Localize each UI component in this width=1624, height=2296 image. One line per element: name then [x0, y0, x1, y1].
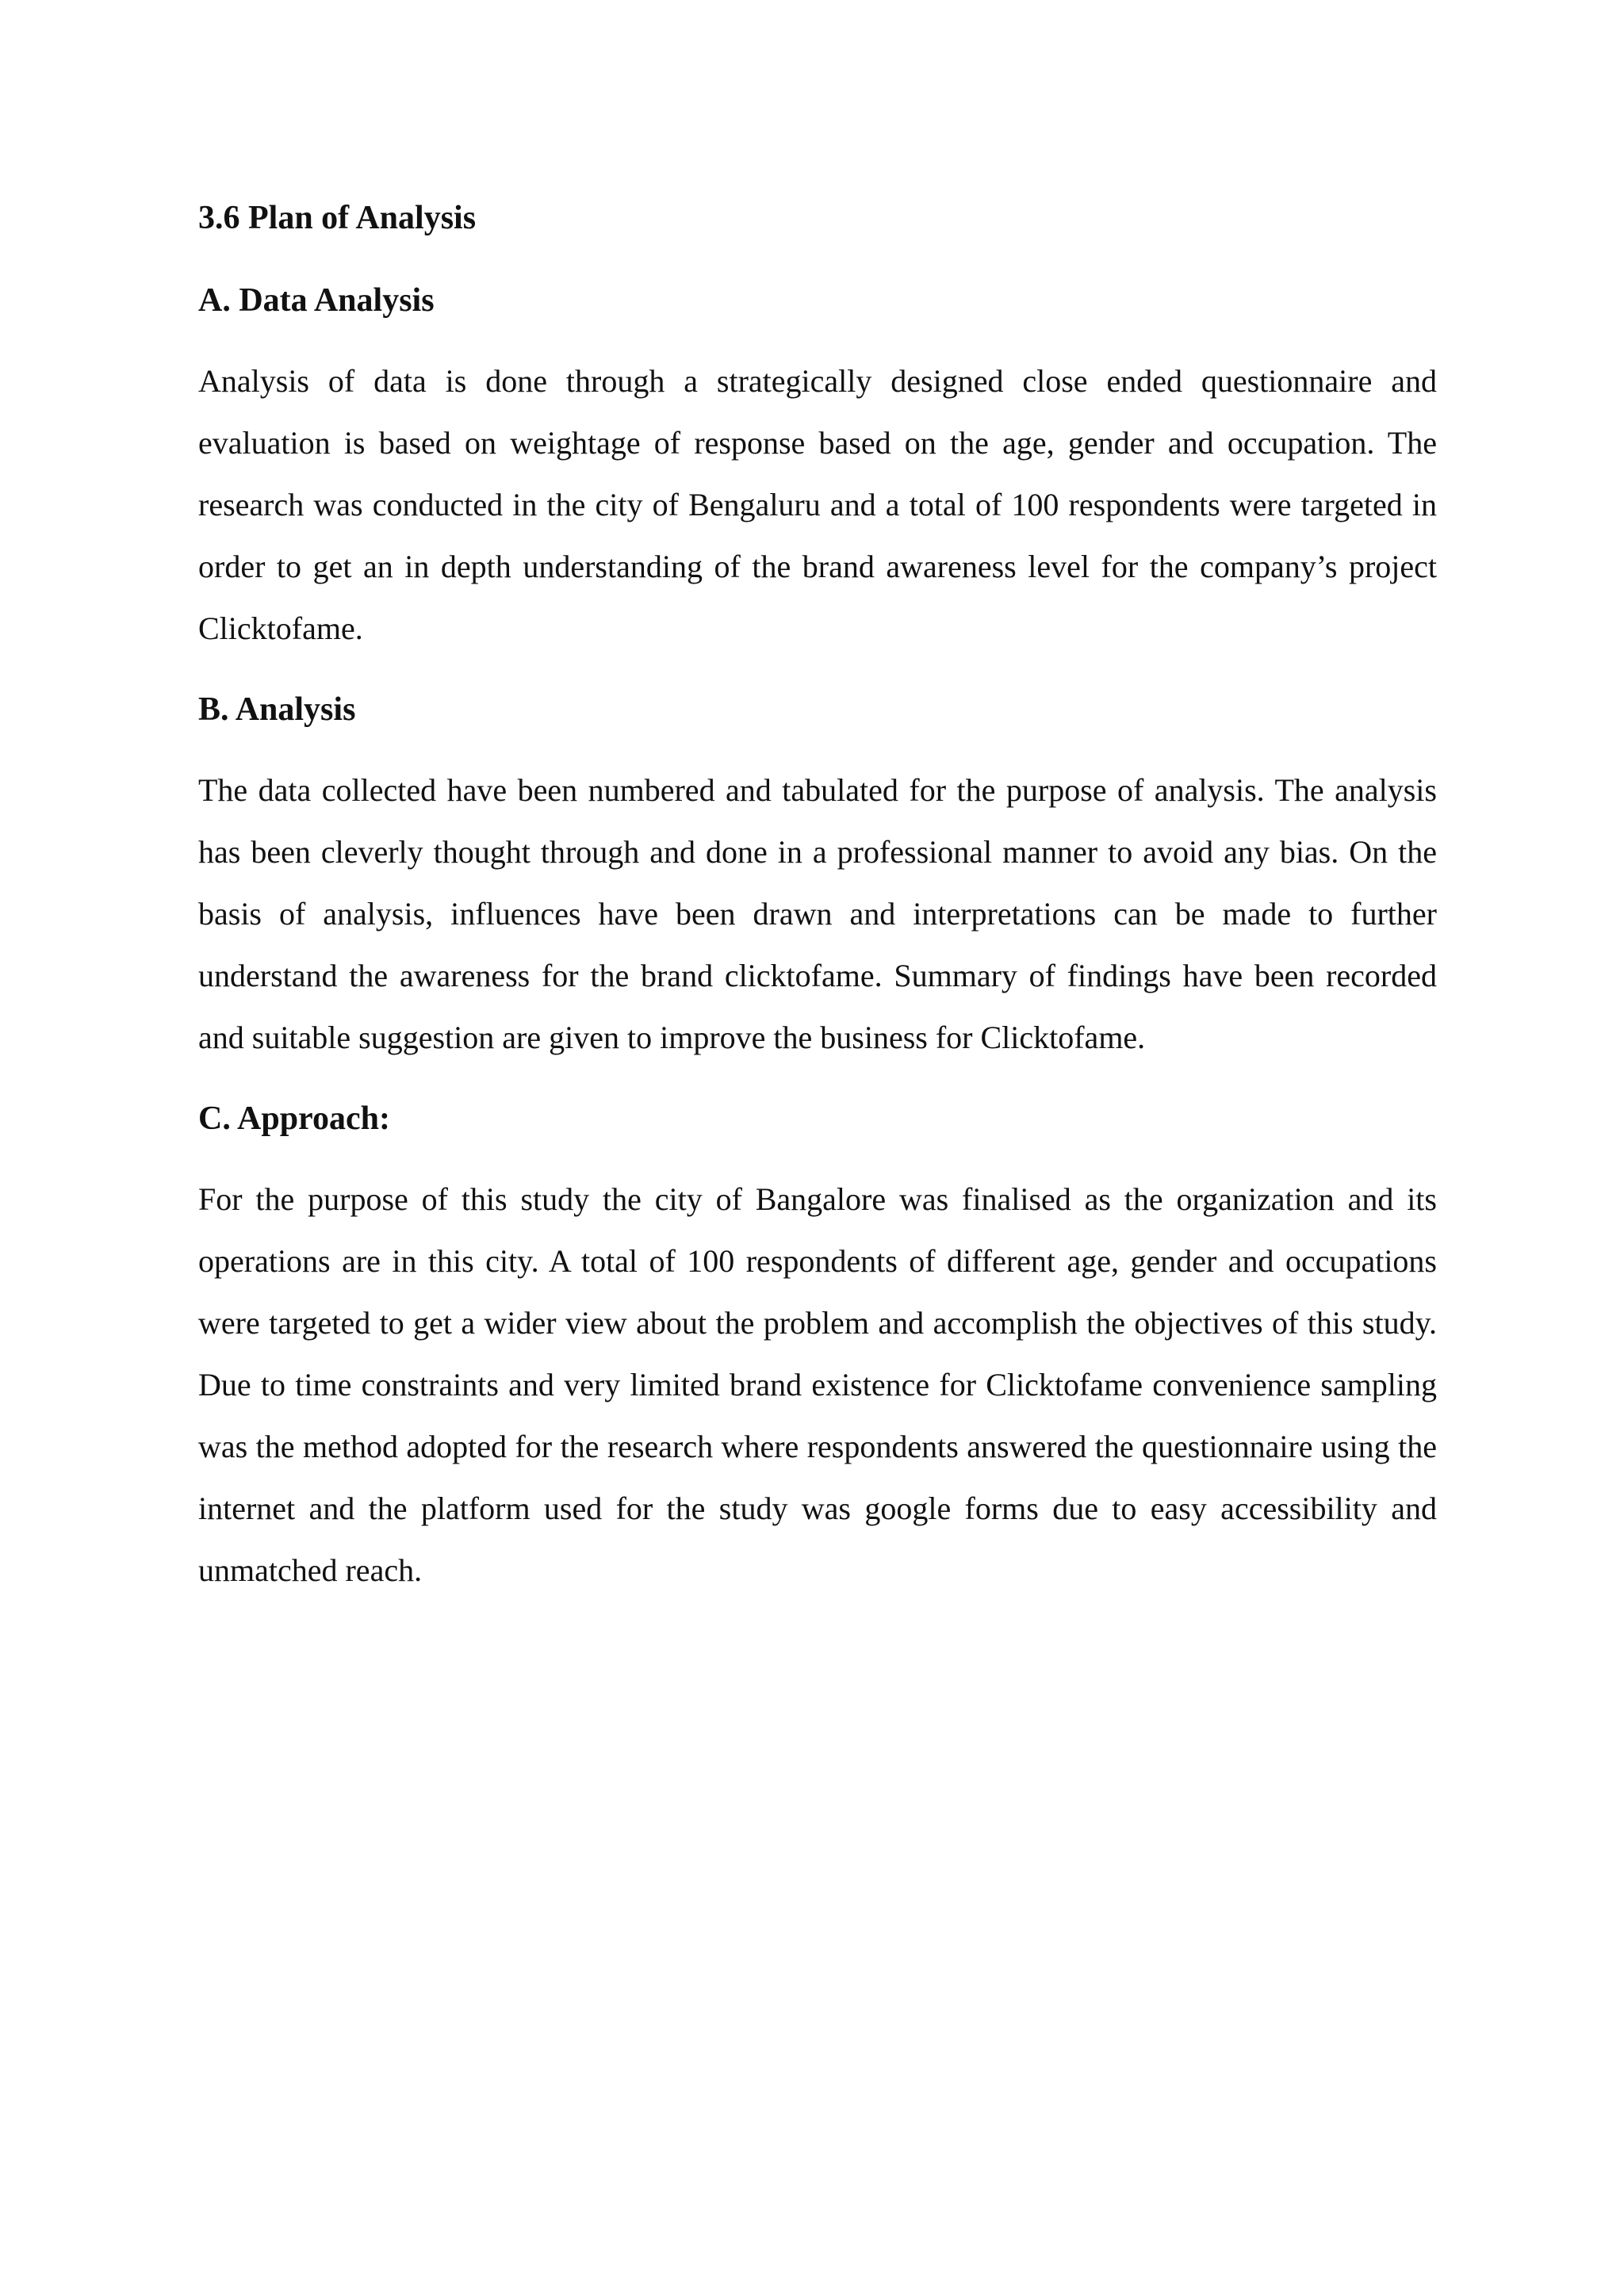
section-heading-analysis: B. Analysis — [198, 691, 356, 728]
section-body-approach: For the purpose of this study the city of Bangalore was finalised as the organization and its operations are in this city. A total of 100 respondents of different age, gender and occupations were targeted to get a wider view about the problem and accomplish the objectives of this study. Due to time constraints and very limited brand existence for Clicktofame convenience sampling was the method adopted for the research where respondents answered the questionnaire using the internet and the platform used for the study was google forms due to easy accessibility and unmatched reach. — [198, 1181, 1437, 1588]
page-title: 3.6 Plan of Analysis — [198, 200, 477, 236]
section-heading-approach: C. Approach: — [198, 1100, 390, 1137]
section-body-analysis: The data collected have been numbered and tabulated for the purpose of analysis. The analysis has been cleverly thought through and done in a professional manner to avoid any bias. On the basis of analysis, influences have been drawn and interpretations can be made to further understand the awareness for the brand clicktofame. Summary of findings have been recorded and suitable suggestion are given to improve the business for Clicktofame. — [198, 772, 1437, 1055]
section-body-data-analysis: Analysis of data is done through a strategically designed close ended questionnaire and evaluation is based on weightage of response based on the age, gender and occupation. The research was conducted in the city of Bengaluru and a total of 100 respondents were targeted in order to get an in depth understanding of the brand awareness level for the company’s project Clicktofame. — [198, 363, 1437, 646]
section-heading-data-analysis: A. Data Analysis — [198, 282, 435, 319]
document-page — [198, 187, 1437, 1601]
